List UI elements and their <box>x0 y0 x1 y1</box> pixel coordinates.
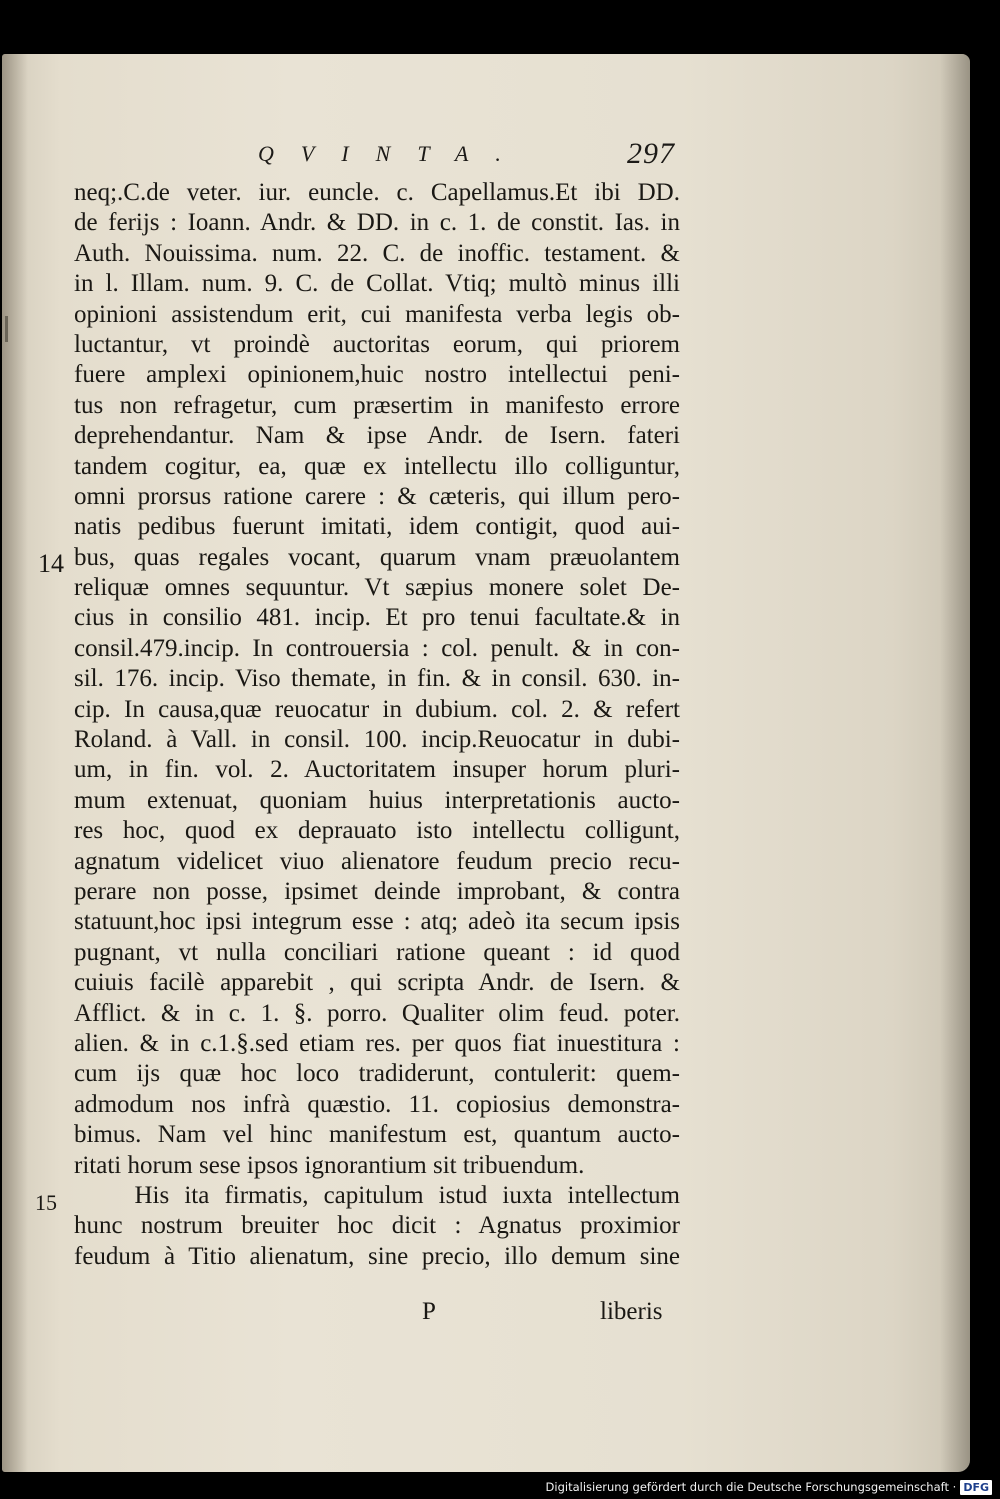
text-line: tus non refragetur, cum præsertim in manifesto errore <box>74 391 680 419</box>
text-line: in l. Illam. num. 9. C. de Collat. Vtiq; multò minus illi <box>74 270 680 298</box>
text-line: neq;.C.de veter. iur. euncle. c. Capellamus.Et ibi DD. <box>74 179 680 206</box>
text-line: luctantur, vt proindè auctoritas eorum, qui priorem <box>74 330 680 358</box>
text-line: Auth. Nouissima. num. 22. C. de inoffic. testament. & <box>74 239 680 267</box>
book-page <box>2 54 970 1472</box>
running-title: QVINTA. <box>258 141 528 166</box>
text-line: um, in fin. vol. 2. Auctoritatem insuper horum pluri- <box>74 756 680 784</box>
margin-note-number: 14 <box>38 549 64 578</box>
text-line: cius in consilio 481. incip. Et pro tenui facultate.& in <box>74 604 680 632</box>
text-line: cum ijs quæ hoc loco tradiderunt, contulerit: quem- <box>74 1060 680 1088</box>
text-line: perare non posse, ipsimet deinde improbant, & contra <box>74 877 680 905</box>
text-line: alien. & in c.1.§.sed etiam res. per quos fiat inuestitura : <box>74 1029 680 1057</box>
body-text <box>74 178 680 1272</box>
text-line: consil.479.incip. In controuersia : col. penult. & in con- <box>74 634 680 662</box>
text-line: res hoc, quod ex deprauato isto intellectu colligunt, <box>74 817 680 845</box>
text-line: ritati horum sese ipsos ignorantium sit tribuendum. <box>74 1151 585 1179</box>
text-line: His ita firmatis, capitulum istud iuxta intellectum <box>74 1181 680 1209</box>
text-line: tandem cogitur, ea, quæ ex intellectu illo colliguntur, <box>74 452 680 480</box>
text-line: bus, quas regales vocant, quarum vnam præuolantem <box>74 543 680 571</box>
text-line: deprehendantur. Nam & ipse Andr. de Isern. fateri <box>74 422 680 450</box>
digitization-credit <box>546 1477 992 1497</box>
page-edge-mark <box>5 316 8 342</box>
text-line: bimus. Nam vel hinc manifestum est, quantum aucto- <box>74 1121 680 1149</box>
dfg-logo: DFG <box>960 1480 992 1495</box>
text-line: statuunt,hoc ipsi integrum esse : atq; adeò ita secum ipsis <box>74 908 680 936</box>
text-line: opinioni assistendum erit, cui manifesta verba legis ob- <box>74 300 680 328</box>
credit-text: Digitalisierung gefördert durch die Deutsche Forschungsgemeinschaft · <box>545 1480 957 1494</box>
page-footer <box>2 1298 970 1334</box>
text-line: feudum à Titio alienatum, sine precio, illo demum sine <box>74 1242 680 1270</box>
text-line: sil. 176. incip. Viso themate, in fin. & in consil. 630. in- <box>74 665 680 693</box>
catchword: liberis <box>600 1298 663 1325</box>
text-line: Roland. à Vall. in consil. 100. incip.Reuocatur in dubi- <box>74 726 680 754</box>
text-line: fuere amplexi opinionem,huic nostro intellectui peni- <box>74 361 680 389</box>
text-line: hunc nostrum breuiter hoc dicit : Agnatus proximior <box>74 1212 680 1240</box>
text-line: mum extenuat, quoniam huius interpretationis aucto- <box>74 786 680 814</box>
page-number: 297 <box>627 137 675 170</box>
text-line: agnatum videlicet viuo alienatore feudum precio recu- <box>74 847 680 875</box>
text-line: natis pedibus fuerunt imitati, idem contigit, quod aui- <box>74 513 680 541</box>
margin-note-number: 15 <box>35 1190 57 1215</box>
text-line: cuiuis facilè apparebit , qui scripta Andr. de Isern. & <box>74 969 680 997</box>
text-line: admodum nos infrà quæstio. 11. copiosius demonstra- <box>74 1090 680 1118</box>
text-line: de ferijs : Ioann. Andr. & DD. in c. 1. de constit. Ias. in <box>74 209 680 237</box>
text-line: reliquæ omnes sequuntur. Vt sæpius monere solet De- <box>74 574 680 602</box>
text-line: Afflict. & in c. 1. §. porro. Qualiter olim feud. poter. <box>74 999 680 1027</box>
page-header <box>2 137 970 177</box>
signature-mark: P <box>422 1298 436 1325</box>
text-line: omni prorsus ratione carere : & cæteris, qui illum pero- <box>74 482 680 510</box>
text-line: cip. In causa,quæ reuocatur in dubium. col. 2. & refert <box>74 695 680 723</box>
text-line: pugnant, vt nulla conciliari ratione queant : id quod <box>74 938 680 966</box>
